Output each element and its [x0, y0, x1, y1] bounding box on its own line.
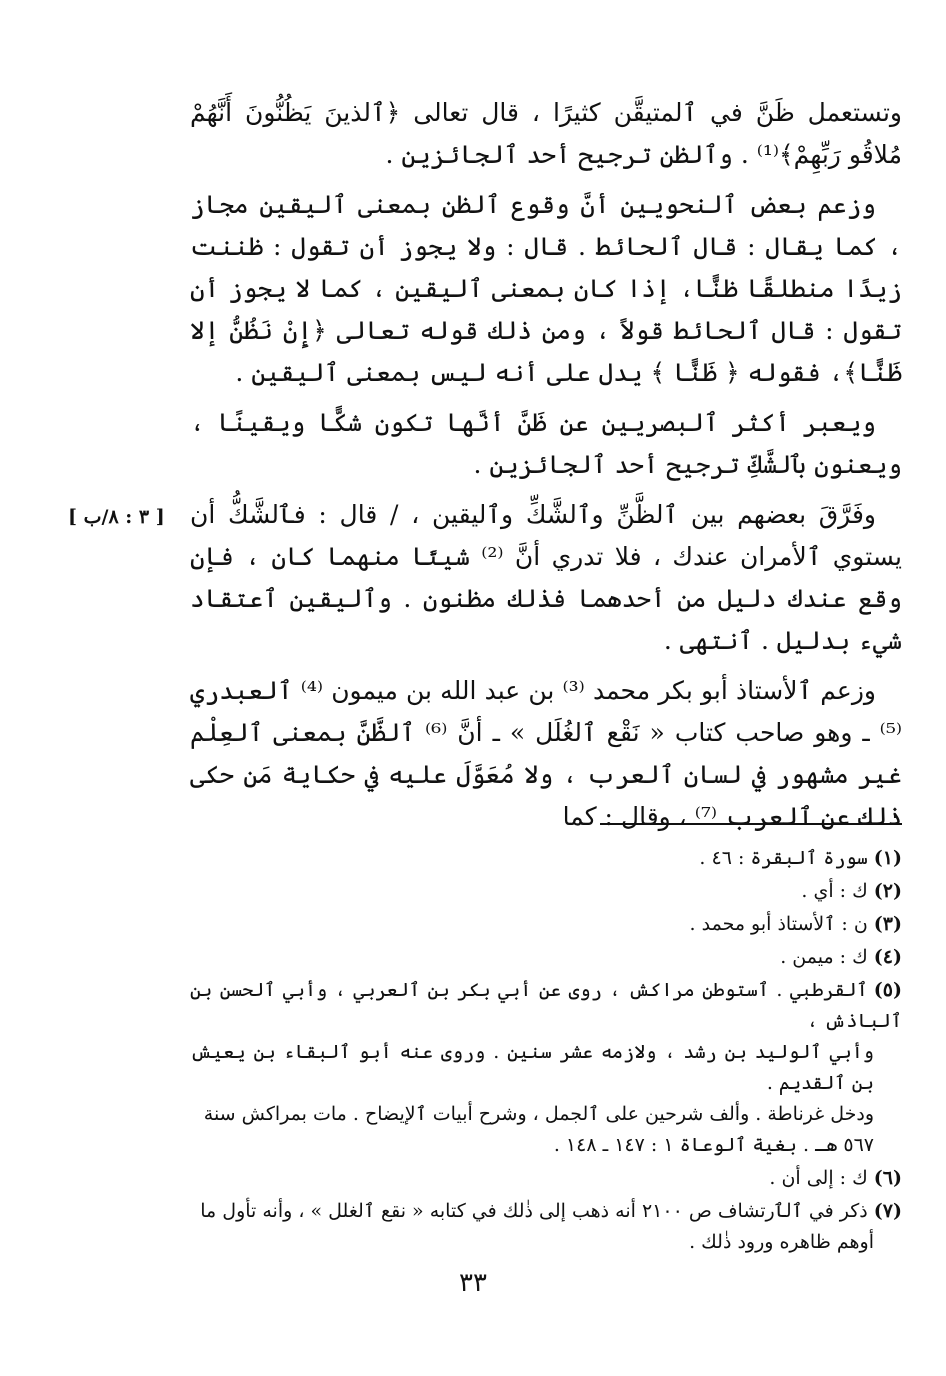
- footnote-number: (٧): [873, 1200, 902, 1222]
- footnote-text: ن : ٱلأستاذ أبو محمد .: [689, 913, 868, 935]
- paragraph-2: وزعم بعض ٱلنحويين أنَّ وقوع ٱلظن بمعنى ٱليقين مجاز ، كما يقال : قال ٱلحائط . قال : ولا يجوز أن تقول : ظننت زيدًا منطلقًا ظنًّا، إذا كان بمعنى ٱليقين ، كما لا يجوز أن تقول : قال ٱلحائط قولاً ، ومن ذٰلك قوله تعالى ﴿إِنْ نَظُنُّ إلا ظَنًّا﴾، فقوله ﴿ ظَنًّا ﴾ يدل على أنه ليس بمعنى ٱليقين .: [190, 190, 902, 387]
- main-text: [190, 92, 902, 846]
- paragraph-1: وتستعمل ظَنَّ في ٱلمتيقَّن كثيرًا ، قال تعالى ﴿ٱلذينَ يَظُنُّونَ أَنَّهُمْ مُلاقُو رَبِّهِمْ﴾⁽¹⁾ . وٱلظن ترجيح أحد ٱلجائزين .: [190, 98, 902, 169]
- footnote-text: ك : أي .: [801, 880, 868, 902]
- footnote-continuation: ودخل غرناطة . وألف شرحين على ٱلجمل ، وشرح أبيات ٱلإيضاح . مات بمراكش سنة: [203, 1103, 874, 1125]
- footnote-text: ك : ميمن .: [780, 946, 868, 968]
- footnote-number: (٣): [873, 913, 902, 935]
- footnote-text: ذكر في ٱلٱرتشاف ص ٢١٠٠ أنه ذهب إلى ذٰلك في كتابه « نقع ٱلغلل » ، وأنه تأول ما: [200, 1200, 868, 1222]
- footnotes: [190, 843, 902, 1260]
- footnote-number: (٥): [873, 979, 902, 1001]
- footnote-6: [190, 1163, 902, 1194]
- footnote-7: [190, 1196, 902, 1258]
- paragraph-3: ويعبر أكثر ٱلبصريين عن ظَنَّ أنَّها تكون شكًّا ويقينًا ، ويعنون بٱلشَّكِّ ترجيح أحد ٱلجائزين .: [190, 408, 902, 479]
- footnote-number: (٦): [873, 1167, 902, 1189]
- footnote-text: ٱلقرطبي . ٱستوطن مراكش ، روى عن أبي بكر بن ٱلعربي ، وأبي ٱلحسن بن ٱلباذش ،: [190, 979, 902, 1032]
- footnote-separator: [600, 823, 902, 825]
- paragraph-5: وزعم ٱلأستاذ أبو بكر محمد ⁽³⁾ بن عبد الله بن ميمون ⁽⁴⁾ ٱلعبدري ⁽⁵⁾ ـ وهو صاحب كتاب « نَقْع ٱلغُلَل » ـ أنَّ ⁽⁶⁾ ٱلظَّنَّ بمعنى ٱلعِلْم غير مشهور في لسان ٱلعرب ، ولا مُعَوَّلَ عليه في حكاية مَن حكى ذٰلك عن ٱلعرب ⁽⁷⁾ ، وقال : كما: [190, 676, 902, 831]
- footnote-number: (٢): [873, 880, 902, 902]
- footnote-5: [190, 975, 902, 1161]
- footnote-text: سورة ٱلبقرة : ٤٦ .: [699, 847, 868, 869]
- footnote-continuation: وأبي ٱلوليد بن رشد ، ولازمه عشر سنين . وروى عنه أبو ٱلبقاء بن يعيش بن ٱلقديم .: [190, 1041, 874, 1094]
- footnote-text: ك : إلى أن .: [769, 1167, 868, 1189]
- footnote-number: (٤): [873, 946, 902, 968]
- footnote-4: [190, 942, 902, 973]
- page-number: ٣٣: [459, 1268, 487, 1298]
- manuscript-folio-reference: [ ٣ : ٨/ب ]: [68, 506, 165, 528]
- footnote-2: [190, 876, 902, 907]
- footnote-1: [190, 843, 902, 874]
- footnote-number: (١): [873, 847, 902, 869]
- footnote-continuation: أوهم ظاهره ورود ذٰلك .: [689, 1231, 874, 1253]
- footnote-3: [190, 909, 902, 940]
- footnote-continuation: ٥٦٧ هـ . بغية ٱلوعاة ١ : ١٤٧ ـ ١٤٨ .: [553, 1134, 874, 1156]
- paragraph-4: وفَرَّقَ بعضهم بين ٱلظَّنِّ وٱلشَّكِّ وٱليقين ، / قال : فٱلشَّكُّ أن يستوي ٱلأمران عندك ، فلا تدري أنَّ ⁽²⁾ شيئًا منهما كان ، فإن وقع عندك دليل من أحدهما فذٰلك مظنون . وٱليقين ٱعتقاد شيء بدليل . ٱنتهى .: [190, 500, 903, 655]
